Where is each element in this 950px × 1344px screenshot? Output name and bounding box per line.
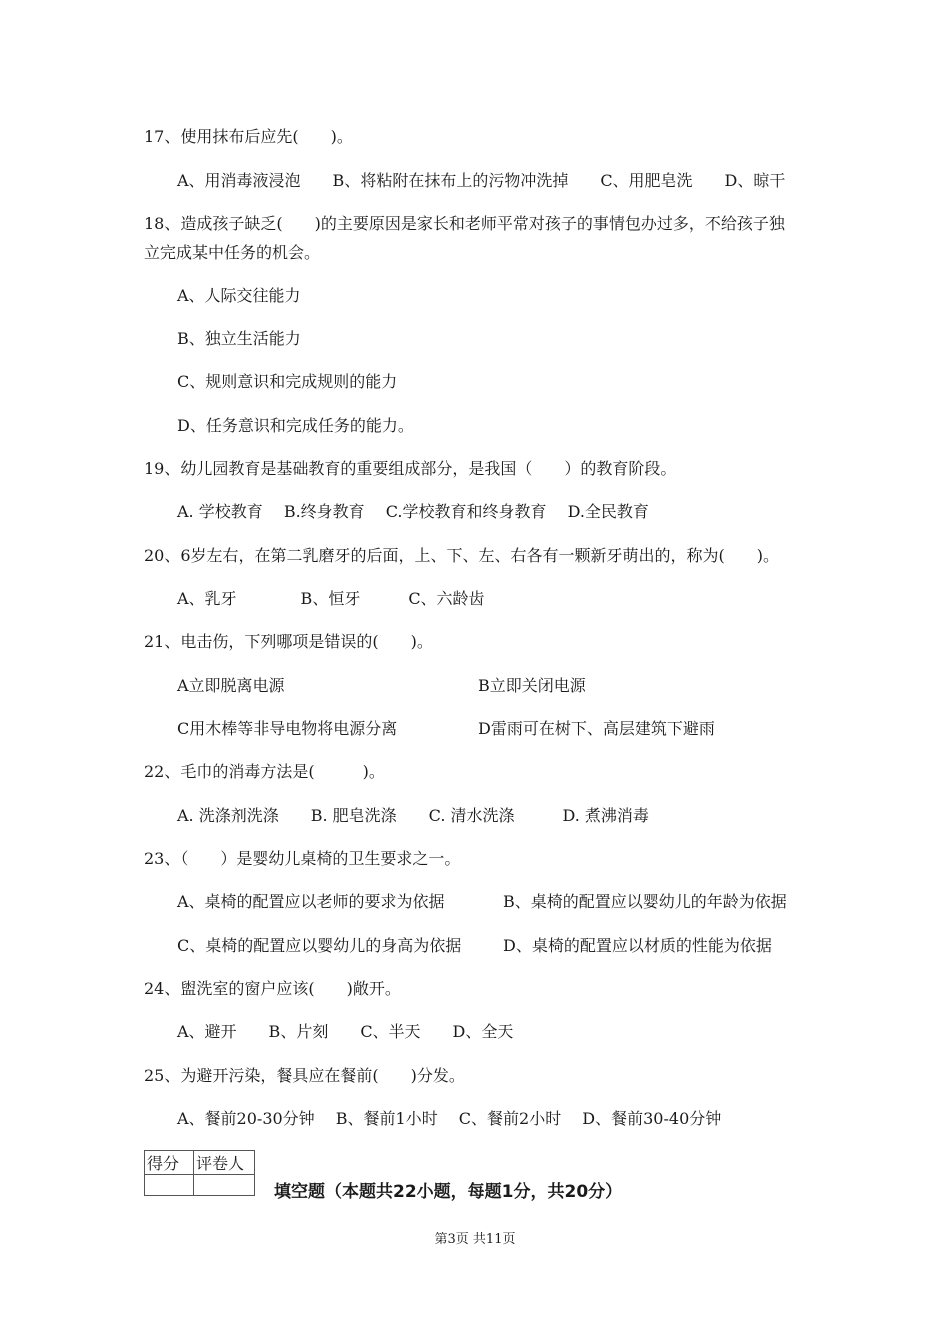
question-25: 25、为避开污染，餐具应在餐前( )分发。 [144, 1066, 465, 1085]
page-footer: 第3页 共11页 [434, 1232, 516, 1247]
question-20-options: A、乳牙 B、恒牙 C、六龄齿 [177, 589, 485, 608]
question-21: 21、电击伤，下列哪项是错误的( )。 [144, 632, 433, 651]
question-24: 24、盥洗室的窗户应该( )敞开。 [144, 979, 401, 998]
question-22: 22、毛巾的消毒方法是( )。 [144, 762, 385, 781]
question-23: 23、（ ）是婴幼儿桌椅的卫生要求之一。 [144, 849, 461, 868]
question-21-option-b: B立即关闭电源 [478, 676, 586, 695]
question-21-option-d: D雷雨可在树下、高层建筑下避雨 [478, 719, 715, 738]
question-23-option-a: A、桌椅的配置应以老师的要求为依据 [177, 892, 445, 911]
question-18-option-d: D、任务意识和完成任务的能力。 [177, 416, 414, 435]
score-label: 得分 [145, 1151, 194, 1175]
grader-label: 评卷人 [194, 1151, 255, 1175]
question-18-option-b: B、独立生活能力 [177, 329, 301, 348]
question-25-options: A、餐前20-30分钟 B、餐前1小时 C、餐前2小时 D、餐前30-40分钟 [177, 1109, 722, 1128]
score-cell [145, 1175, 194, 1196]
section-title: 填空题（本题共22小题，每题1分，共20分） [274, 1182, 623, 1202]
grader-cell [194, 1175, 255, 1196]
question-19-options: A. 学校教育 B.终身教育 C.学校教育和终身教育 D.全民教育 [177, 502, 649, 521]
question-20: 20、6岁左右，在第二乳磨牙的后面，上、下、左、右各有一颗新牙萌出的，称为( )。 [144, 546, 780, 565]
question-22-options: A. 洗涤剂洗涤 B. 肥皂洗涤 C. 清水洗涤 D. 煮沸消毒 [177, 806, 649, 825]
question-18-option-a: A、人际交往能力 [177, 286, 301, 305]
question-17: 17、使用抹布后应先( )。 [144, 127, 353, 146]
question-21-option-a: A立即脱离电源 [177, 676, 285, 695]
question-18-line1: 18、造成孩子缺乏( )的主要原因是家长和老师平常对孩子的事情包办过多，不给孩子独 [144, 214, 785, 233]
question-17-options: A、用消毒液浸泡 B、将粘附在抹布上的污物冲洗掉 C、用肥皂洗 D、晾干 [177, 171, 786, 190]
question-23-option-b: B、桌椅的配置应以婴幼儿的年龄为依据 [503, 892, 787, 911]
question-19: 19、幼儿园教育是基础教育的重要组成部分，是我国（ ）的教育阶段。 [144, 459, 677, 478]
question-23-option-d: D、桌椅的配置应以材质的性能为依据 [503, 936, 772, 955]
question-18-option-c: C、规则意识和完成规则的能力 [177, 372, 398, 391]
question-23-option-c: C、桌椅的配置应以婴幼儿的身高为依据 [177, 936, 462, 955]
question-24-options: A、避开 B、片刻 C、半天 D、全天 [177, 1022, 514, 1041]
score-box [144, 1150, 255, 1196]
question-18-line2: 立完成某中任务的机会。 [144, 243, 321, 262]
question-21-option-c: C用木棒等非导电物将电源分离 [177, 719, 398, 738]
